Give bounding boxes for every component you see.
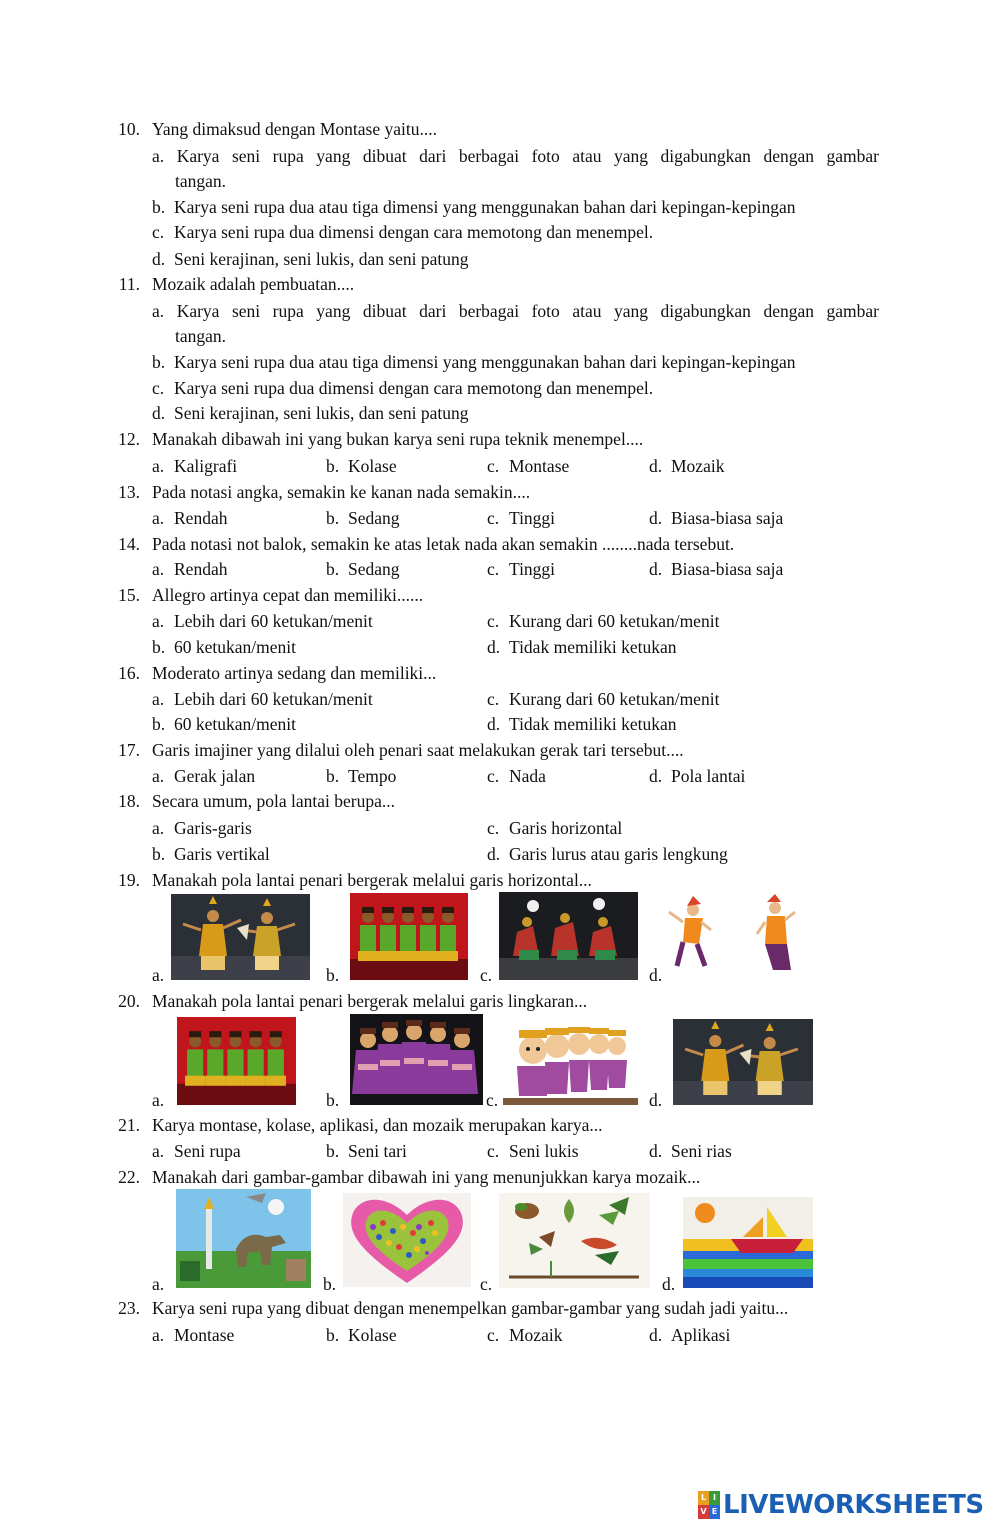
option-c[interactable]: c. Mozaik — [487, 1325, 563, 1345]
question-text: Garis imajiner yang dilalui oleh penari saat melakukan gerak tari tersebut.... — [152, 740, 684, 760]
question-text: Yang dimaksud dengan Montase yaitu.... — [152, 119, 437, 139]
question-number: 15. — [118, 585, 140, 605]
option-d[interactable]: d. Aplikasi — [649, 1325, 731, 1345]
option-d[interactable]: d. Tidak memiliki ketukan — [487, 637, 677, 657]
option-c-label[interactable]: c. — [480, 965, 493, 985]
question-text: Secara umum, pola lantai berupa... — [152, 791, 395, 811]
question-text: Manakah pola lantai penari bergerak melalui garis horizontal... — [152, 870, 592, 890]
option-c[interactable]: c. Montase — [487, 456, 570, 476]
option-b-label[interactable]: b. — [326, 965, 340, 985]
dancers-group-dark-stage-image[interactable] — [499, 892, 638, 980]
option-c[interactable]: c. Nada — [487, 766, 546, 786]
option-c[interactable]: c. Kurang dari 60 ketukan/menit — [487, 689, 720, 709]
question-number: 20. — [118, 991, 140, 1011]
dancers-pair-stage-image[interactable] — [171, 894, 310, 980]
question-number: 23. — [118, 1298, 140, 1318]
option-b[interactable]: b. Kolase — [326, 456, 397, 476]
question-text: Karya montase, kolase, aplikasi, dan mozaik merupakan karya... — [152, 1115, 603, 1135]
option-a[interactable]: a. Rendah — [152, 559, 228, 579]
question-text: Allegro artinya cepat dan memiliki...... — [152, 585, 424, 605]
option-c[interactable]: c. Seni lukis — [487, 1141, 579, 1161]
option-b[interactable]: b. Tempo — [326, 766, 397, 786]
question-number: 14. — [118, 534, 140, 554]
option-c-label[interactable]: c. — [486, 1090, 499, 1110]
question-number: 12. — [118, 429, 140, 449]
option-a[interactable]: a. Rendah — [152, 508, 228, 528]
question-text: Moderato artinya sedang dan memiliki... — [152, 663, 437, 683]
option-a-label[interactable]: a. — [152, 965, 165, 985]
question-text: Manakah pola lantai penari bergerak melalui garis lingkaran... — [152, 991, 588, 1011]
montage-monas-dinosaur-image[interactable] — [176, 1189, 311, 1288]
dancers-pair-stage-image[interactable] — [673, 1019, 813, 1105]
option-a[interactable]: a. Gerak jalan — [152, 766, 256, 786]
question-text: Pada notasi not balok, semakin ke atas letak nada akan semakin ........nada tersebut. — [152, 534, 735, 554]
option-b[interactable]: b. Sedang — [326, 508, 400, 528]
liveworksheets-badge-icon: L I V E — [698, 1491, 720, 1519]
option-d[interactable]: d. Seni kerajinan, seni lukis, dan seni patung — [152, 249, 469, 269]
option-a[interactable]: a. Kaligrafi — [152, 456, 238, 476]
liveworksheets-wordmark: LIVEWORKSHEETS — [723, 1490, 984, 1520]
option-b[interactable]: b. Sedang — [326, 559, 400, 579]
option-c[interactable]: c. Garis horizontal — [487, 818, 623, 838]
question-number: 18. — [118, 791, 140, 811]
leaf-collage-insects-image[interactable] — [499, 1193, 650, 1288]
question-text: Manakah dibawah ini yang bukan karya seni rupa teknik menempel.... — [152, 429, 644, 449]
liveworksheets-logo — [698, 1489, 984, 1521]
option-b[interactable]: b. Seni tari — [326, 1141, 407, 1161]
dancers-circle-dark-image[interactable] — [350, 1014, 483, 1105]
question-text: Pada notasi angka, semakin ke kanan nada semakin.... — [152, 482, 531, 502]
question-number: 13. — [118, 482, 140, 502]
question-number: 19. — [118, 870, 140, 890]
question-text: Manakah dari gambar-gambar dibawah ini yang menunjukkan karya mozaik... — [152, 1167, 701, 1187]
option-d[interactable]: d. Biasa-biasa saja — [649, 559, 784, 579]
option-d[interactable]: d. Biasa-biasa saja — [649, 508, 784, 528]
option-d[interactable]: d. Seni rias — [649, 1141, 732, 1161]
option-b[interactable]: b. Garis vertikal — [152, 844, 270, 864]
option-a[interactable]: a. Karya seni rupa yang dibuat dari berbagai foto atau yang digabungkan dengan gambar — [152, 146, 879, 166]
question-number: 16. — [118, 663, 140, 683]
option-d-label[interactable]: d. — [649, 965, 663, 985]
question-number: 22. — [118, 1167, 140, 1187]
option-d-label[interactable]: d. — [649, 1090, 663, 1110]
option-d[interactable]: d. Pola lantai — [649, 766, 746, 786]
option-a[interactable]: a. Karya seni rupa yang dibuat dari berbagai foto atau yang digabungkan dengan gambar — [152, 301, 879, 321]
question-number: 10. — [118, 119, 140, 139]
option-b[interactable]: b. 60 ketukan/menit — [152, 714, 296, 734]
question-number: 21. — [118, 1115, 140, 1135]
sailboat-collage-image[interactable] — [683, 1197, 813, 1288]
cartoon-dancers-pair-image[interactable] — [667, 894, 815, 980]
option-c-label[interactable]: c. — [480, 1274, 493, 1294]
option-d[interactable]: d. Tidak memiliki ketukan — [487, 714, 677, 734]
cartoon-dancers-group-image[interactable] — [503, 1016, 638, 1105]
option-b[interactable]: b. Kolase — [326, 1325, 397, 1345]
option-b[interactable]: b. 60 ketukan/menit — [152, 637, 296, 657]
option-b-label[interactable]: b. — [323, 1274, 337, 1294]
option-a-label[interactable]: a. — [152, 1090, 165, 1110]
option-a[interactable]: a. Lebih dari 60 ketukan/menit — [152, 611, 373, 631]
dancers-row-red-image[interactable] — [350, 893, 468, 980]
option-c[interactable]: c. Kurang dari 60 ketukan/menit — [487, 611, 720, 631]
option-d[interactable]: d. Mozaik — [649, 456, 725, 476]
option-d[interactable]: d. Garis lurus atau garis lengkung — [487, 844, 728, 864]
option-d-label[interactable]: d. — [662, 1274, 676, 1294]
option-c[interactable]: c. Tinggi — [487, 508, 556, 528]
option-c[interactable]: c. Karya seni rupa dua dimensi dengan cara memotong dan menempel. — [152, 378, 654, 398]
question-text: Mozaik adalah pembuatan.... — [152, 274, 355, 294]
option-a-cont: tangan. — [175, 171, 227, 191]
option-b[interactable]: b. Karya seni rupa dua atau tiga dimensi yang menggunakan bahan dari kepingan-kepingan — [152, 197, 796, 217]
option-d[interactable]: d. Seni kerajinan, seni lukis, dan seni patung — [152, 403, 469, 423]
question-number: 17. — [118, 740, 140, 760]
question-number: 11. — [118, 274, 140, 294]
option-a[interactable]: a. Lebih dari 60 ketukan/menit — [152, 689, 373, 709]
option-a[interactable]: a. Garis-garis — [152, 818, 252, 838]
option-b-label[interactable]: b. — [326, 1090, 340, 1110]
option-c[interactable]: c. Karya seni rupa dua dimensi dengan cara memotong dan menempel. — [152, 222, 654, 242]
dancers-row-red-image[interactable] — [177, 1017, 296, 1105]
option-a-label[interactable]: a. — [152, 1274, 165, 1294]
option-a[interactable]: a. Seni rupa — [152, 1141, 241, 1161]
option-b[interactable]: b. Karya seni rupa dua atau tiga dimensi yang menggunakan bahan dari kepingan-kepingan — [152, 352, 796, 372]
question-text: Karya seni rupa yang dibuat dengan menempelkan gambar-gambar yang sudah jadi yaitu... — [152, 1298, 789, 1318]
mosaic-heart-image[interactable] — [343, 1193, 471, 1287]
option-a[interactable]: a. Montase — [152, 1325, 235, 1345]
option-c[interactable]: c. Tinggi — [487, 559, 556, 579]
option-a-cont: tangan. — [175, 326, 227, 346]
